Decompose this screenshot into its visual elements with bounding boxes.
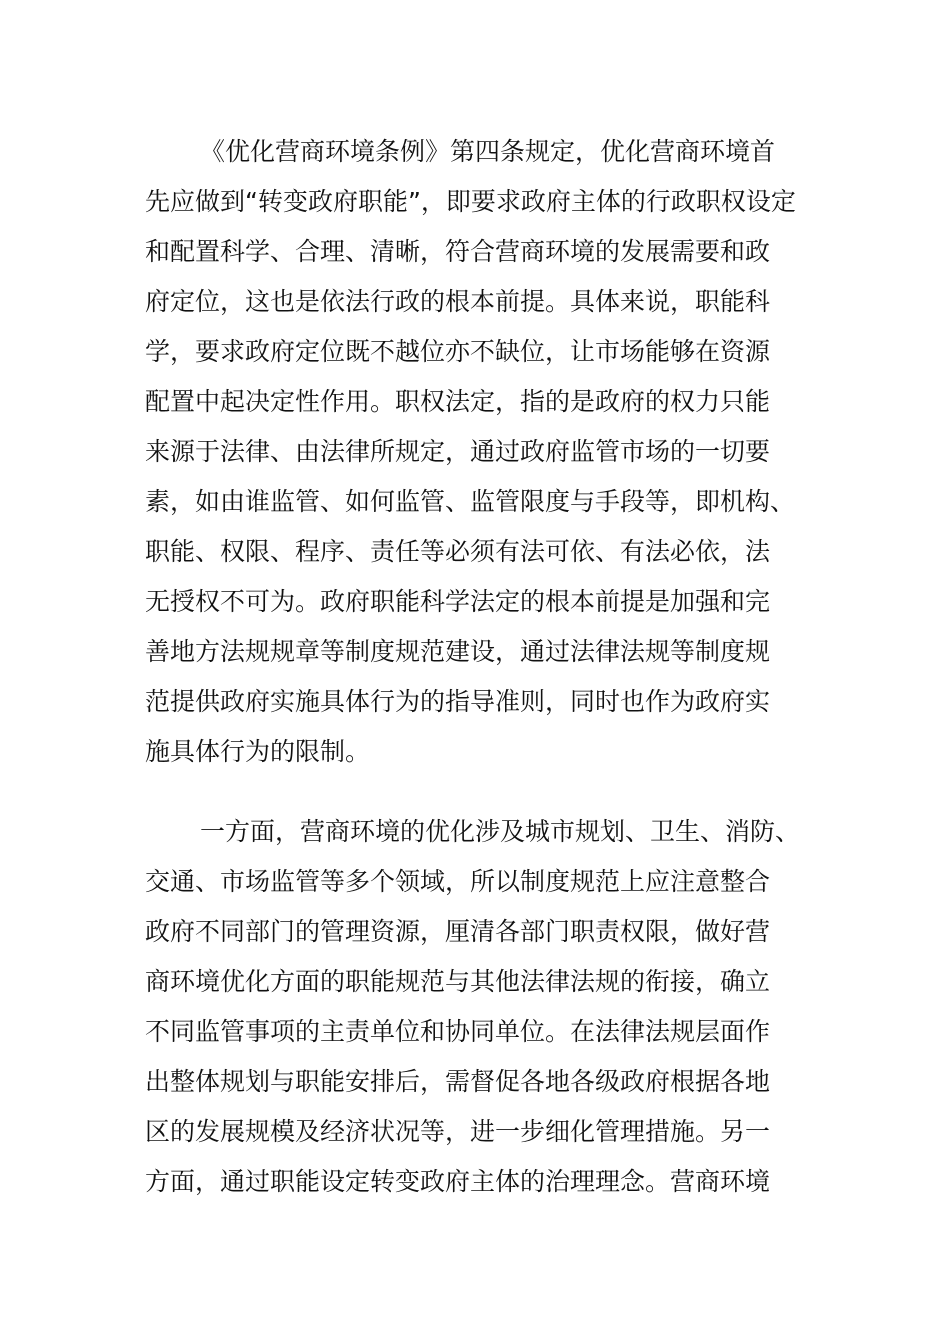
text-line: 交通、市场监管等多个领域，所以制度规范上应注意整合	[145, 867, 771, 896]
text-line: 一方面，营商环境的优化涉及城市规划、卫生、消防、	[200, 817, 801, 846]
text-line: 配置中起决定性作用。职权法定，指的是政府的权力只能	[145, 387, 771, 416]
text-line: 善地方法规规章等制度规范建设，通过法律法规等制度规	[145, 637, 771, 666]
text-line: 府定位，这也是依法行政的根本前提。具体来说，职能科	[145, 287, 771, 316]
text-line: 和配置科学、合理、清晰，符合营商环境的发展需要和政	[145, 237, 771, 266]
text-line: 学，要求政府定位既不越位亦不缺位，让市场能够在资源	[145, 337, 771, 366]
text-line: 政府不同部门的管理资源，厘清各部门职责权限，做好营	[145, 917, 771, 946]
text-line: 不同监管事项的主责单位和协同单位。在法律法规层面作	[145, 1017, 771, 1046]
text-line: 商环境优化方面的职能规范与其他法律法规的衔接，确立	[145, 967, 771, 996]
text-line: 施具体行为的限制。	[145, 737, 371, 766]
text-line: 素，如由谁监管、如何监管、监管限度与手段等，即机构、	[145, 487, 796, 516]
text-line: 区的发展规模及经济状况等，进一步细化管理措施。另一	[145, 1117, 771, 1146]
text-line: 方面，通过职能设定转变政府主体的治理理念。营商环境	[145, 1167, 771, 1196]
text-line: 无授权不可为。政府职能科学法定的根本前提是加强和完	[145, 587, 771, 616]
text-line: 范提供政府实施具体行为的指导准则，同时也作为政府实	[145, 687, 771, 716]
text-line: 出整体规划与职能安排后，需督促各地各级政府根据各地	[145, 1067, 771, 1096]
text-line: 《优化营商环境条例》第四条规定，优化营商环境首	[200, 137, 776, 166]
text-line: 来源于法律、由法律所规定，通过政府监管市场的一切要	[145, 437, 771, 466]
text-line: 先应做到“转变政府职能”，即要求政府主体的行政职权设定	[145, 187, 796, 216]
text-line: 职能、权限、程序、责任等必须有法可依、有法必依，法	[145, 537, 771, 566]
